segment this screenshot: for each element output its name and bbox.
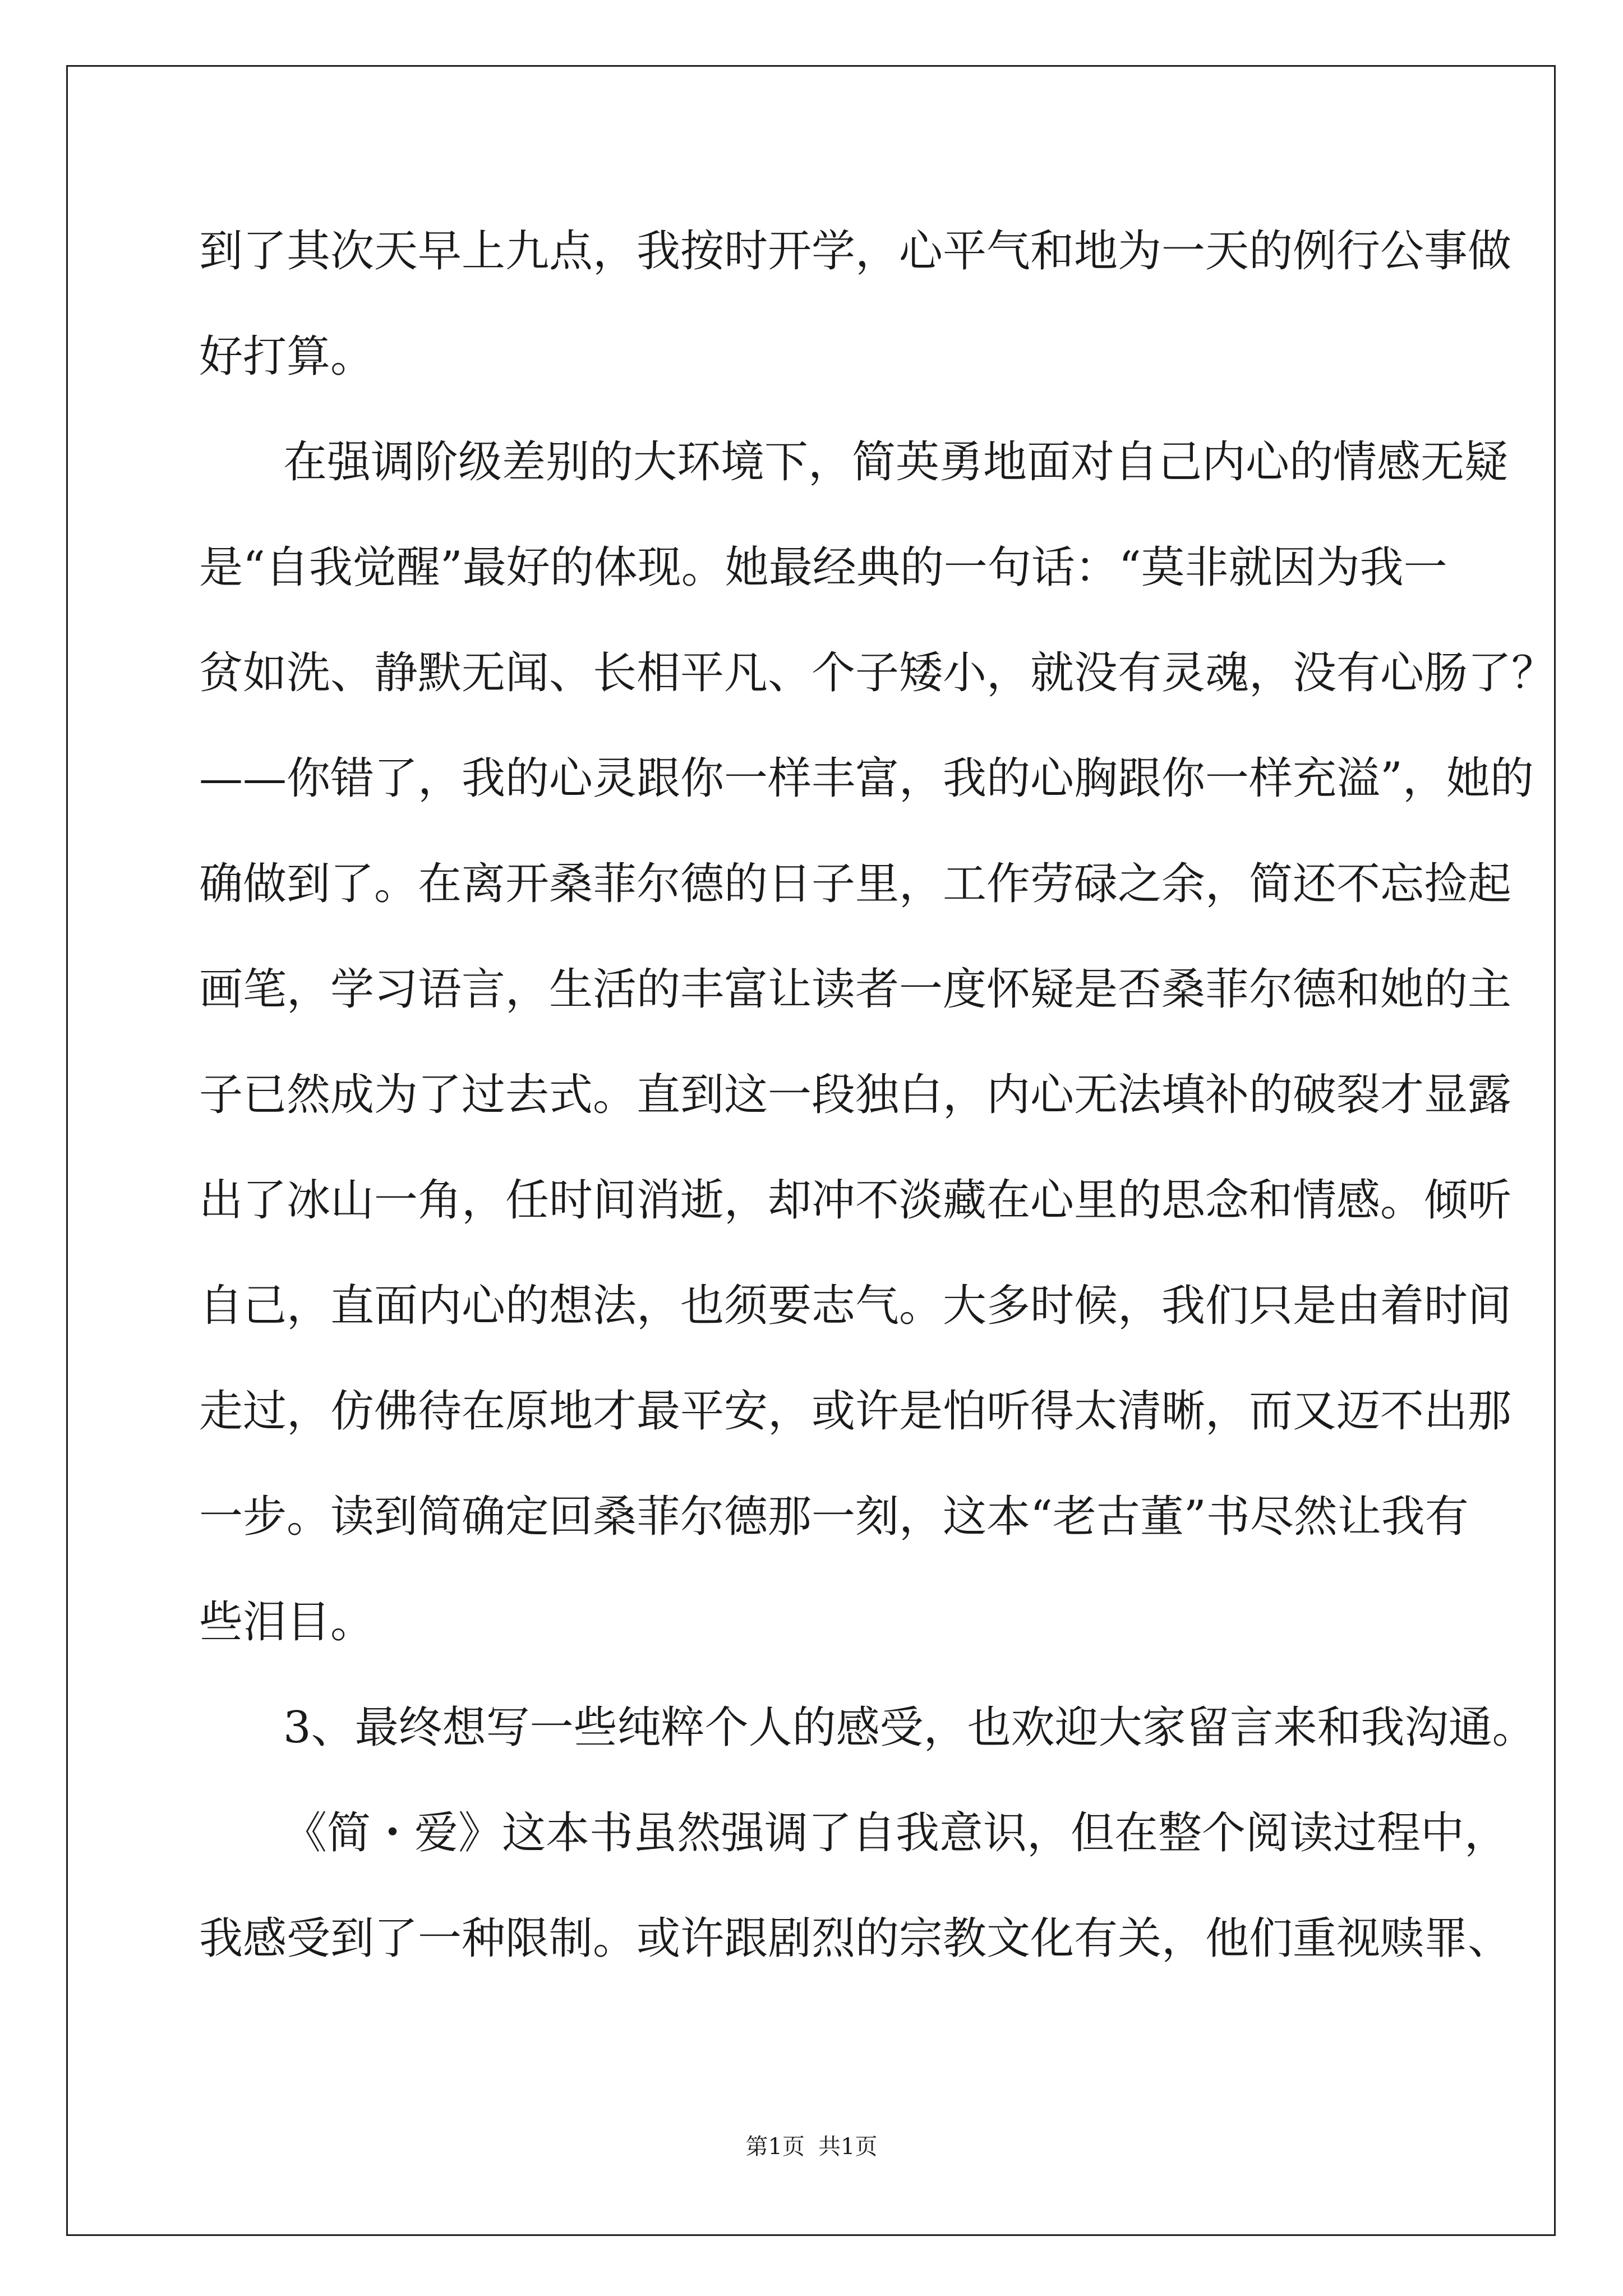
text-line: 画笔，学习语言，生活的丰富让读者一度怀疑是否桑菲尔德和她的主 [199,964,1512,1015]
text-line: 一步。读到简确定回桑菲尔德那一刻，这本“老古董”书尽然让我有 [199,1492,1469,1542]
text-line: 些泪目。 [199,1597,375,1648]
text-line: 子已然成为了过去式。直到这一段独白，内心无法填补的破裂才显露 [199,1070,1512,1120]
text-line: 贫如洗、静默无闻、长相平凡、个子矮小，就没有灵魂，没有心肠了？ [199,648,1556,698]
page-total: 共1页 [818,2134,878,2160]
text-line: 确做到了。在离开桑菲尔德的日子里，工作劳碌之余，简还不忘捡起 [199,859,1512,909]
text-line: 《简・爱》这本书虽然强调了自我意识，但在整个阅读过程中， [283,1808,1509,1858]
text-line: 我感受到了一种限制。或许跟剧烈的宗教文化有关，他们重视赎罪、 [199,1913,1512,1964]
text-line: 好打算。 [199,332,375,382]
text-line: 3、最终想写一些纯粹个人的感受，也欢迎大家留言来和我沟通。 [283,1703,1536,1753]
body-text [199,199,1556,1991]
page-number: 第1页 [745,2134,805,2160]
text-line: ——你错了，我的心灵跟你一样丰富，我的心胸跟你一样充溢”，她的 [199,753,1534,804]
text-line: 是“自我觉醒”最好的体现。她最经典的一句话：“莫非就因为我一 [199,542,1447,593]
text-line: 走过，仿佛待在原地才最平安，或许是怕听得太清晰，而又迈不出那 [199,1386,1512,1437]
text-line: 到了其次天早上九点，我按时开学，心平气和地为一天的例行公事做 [199,226,1512,277]
text-line: 在强调阶级差别的大环境下，简英勇地面对自己内心的情感无疑 [283,437,1509,487]
text-line: 自己，直面内心的想法，也须要志气。大多时候，我们只是由着时间 [199,1281,1512,1331]
page-footer [0,2129,1623,2161]
text-line: 出了冰山一角，任时间消逝，却冲不淡藏在心里的思念和情感。倾听 [199,1175,1512,1226]
